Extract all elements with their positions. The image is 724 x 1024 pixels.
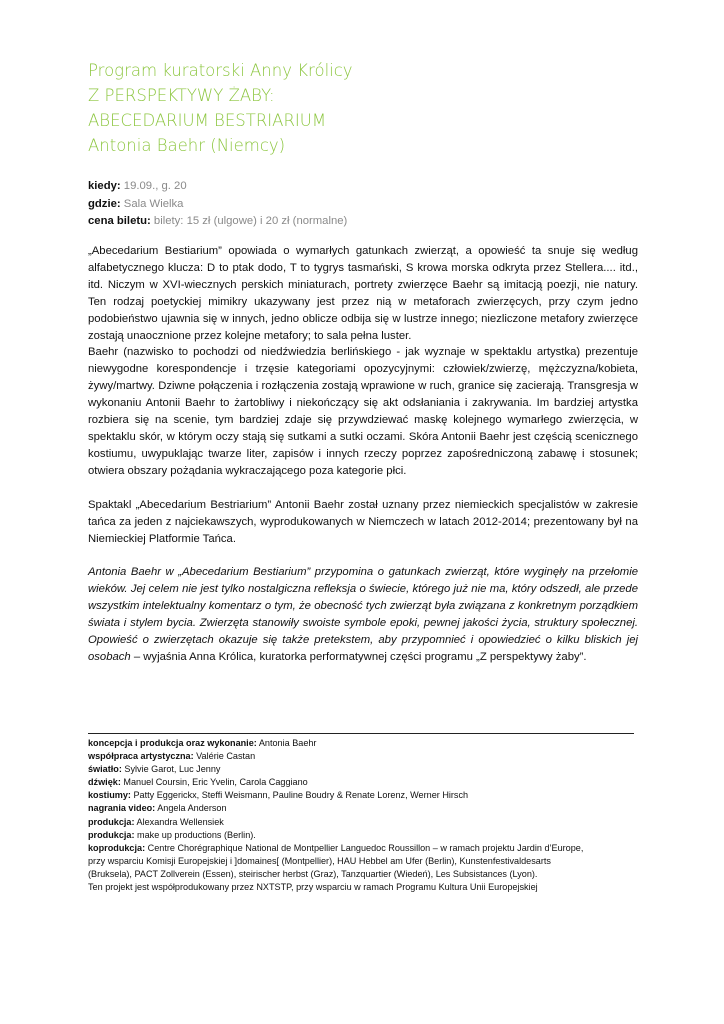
event-info — [88, 178, 648, 231]
performance-title: ABECEDARIUM BESTRIARIUM — [88, 111, 327, 130]
description — [88, 243, 638, 666]
credit-line: produkcja: Alexandra Wellensiek — [88, 816, 224, 827]
when-label: kiedy: — [88, 180, 121, 192]
credit-line: nagrania video: Angela Anderson — [88, 803, 227, 814]
program-title: Program kuratorski Anny Królicy — [88, 61, 353, 80]
event-heading — [88, 58, 648, 158]
credit-line: produkcja: make up productions (Berlin). — [88, 829, 256, 840]
paragraph-4 — [88, 564, 638, 665]
info-row-price — [88, 213, 648, 231]
info-row-where — [88, 196, 648, 214]
paragraph-3: Spaktakl „Abecedarium Bestriarium” Antonii Baehr został uznany przez niemieckich specjalistów w zakresie tańca za jeden z najciekawszych, wyprodukowanych w Niemczech w latach 2012-2014; prezentowany był na Niemieckiej Platformie Tańca. — [88, 498, 638, 545]
series-title: Z PERSPEKTYWY ŻABY: — [88, 86, 275, 105]
credit-line: kostiumy: Patty Eggerickx, Steffi Weismann, Pauline Boudry & Renate Lorenz, Werner Hirsch — [88, 790, 469, 801]
paragraph-1: „Abecedarium Bestiarium” opowiada o wymarłych gatunkach zwierząt, a opowieść ta snuje się według alfabetycznego klucza: D to ptak dodo, T to tygrys tasmański, S krowa morska odkryta przez Stellera.... itd., itd. Niczym w XVI-wiecznych perskich miniaturach, portrety zwierzęce Baehr są imitacją poezji, nie natury. Ten rodzaj poetyckiej mimikry ukazywany jest przez nią w metaforach zwierzęcych, przy czym jedno podobieństwo ujawnia się w innych, jedno oblicze odbija się w lustrze innego; niezliczone metafory zwierzęce zostają unaocznione przez kolejne metafory; to sala pełna luster. — [88, 245, 638, 342]
credit-line: koncepcja i produkcja oraz wykonanie: Antonia Baehr — [88, 738, 317, 748]
price-label: cena biletu: — [88, 215, 151, 227]
credit-line: dźwięk: Manuel Coursin, Eric Yvelin, Carola Caggiano — [88, 777, 308, 788]
credit-line: współpraca artystyczna: Valérie Castan — [88, 751, 256, 762]
when-value: 19.09., g. 20 — [123, 180, 187, 192]
artist-name: Antonia Baehr (Niemcy) — [88, 136, 286, 155]
credit-line: przy wsparciu Komisji Europejskiej i ]domaines[ (Montpellier), HAU Hebbel am Ufer (Berlin), Kunstenfestivaldesarts — [88, 855, 551, 866]
paragraph-2: Baehr (nazwisko to pochodzi od niedźwiedzia berlińskiego - jak wyznaje w spektaklu artystka) prezentuje niewygodne korespondencje i trzęsie kategoriami opozycyjnymi: człowiek/zwierzę, mężczyzna/kobieta, żywy/martwy. Dziwne połączenia i rozłączenia zostają wprawione w ruch, granice się zacierają. Transgresja w wykonaniu Antonii Baehr to żartobliwy i niekończący się akt odsłaniania i zakrywania. Im bardziej artystka rozbiera się na scenie, tym bardziej zdaje się przywdziewać maskę kolejnego wymarłego zwierzęcia, w spektaklu skór, w którym oczy stają się sutkami a sutki oczami. Skóra Antonii Baehr jest częścią scenicznego kostiumu, uwypuklając twarze liter, zapisów i innych rzeczy poprzez zapośredniczoną zabawę i stosunek; otwiera obszary pożądania wykraczającego poza kategorie płci. — [88, 346, 638, 477]
curator-quote: Antonia Baehr w „Abecedarium Bestiarium” przypomina o gatunkach zwierząt, które wyginęły na przełomie wieków. Jej celem nie jest tylko nostalgiczna refleksja o świecie, którego już nie ma, który odszedł, ale przede wszystkim intelektualny komentarz o tym, że obecność tych zwierząt była związana z konkretnym porządkiem świata i stylem bycia. Zwierzęta stanowiły swoiste symbole epoki, pewnej jakości życia, struktury społecznej. Opowieść o zwierzętach okazuje się także pretekstem, aby przypomnieć i opowiedzieć o kilku bliskich jej osobach — [88, 566, 638, 663]
credit-line: światło: Sylvie Garot, Luc Jenny — [88, 764, 221, 775]
credit-line: Ten projekt jest współprodukowany przez NXTSTP, przy wsparciu w ramach Programu Kultura Unii Europejskiej — [88, 882, 538, 893]
where-value: Sala Wielka — [123, 197, 184, 210]
credits-list — [88, 737, 648, 894]
divider-line — [88, 733, 634, 734]
price-value: bilety: 15 zł (ulgowe) i 20 zł (normalne) — [153, 215, 348, 227]
quote-attribution: – wyjaśnia Anna Królica, kuratorka performatywnej części programu „Z perspektywy żaby”. — [130, 650, 587, 663]
info-row-when — [88, 178, 648, 196]
credit-line: koprodukcja: Centre Chorégraphique National de Montpellier Languedoc Roussillon – w ramach projektu Jardin d’Europe, — [88, 842, 584, 853]
where-label: gdzie: — [88, 197, 121, 210]
credit-line: (Bruksela), PACT Zollverein (Essen), steirischer herbst (Graz), Tanzquartier (Wiedeń), Les Subsistances (Lyon). — [88, 868, 538, 879]
